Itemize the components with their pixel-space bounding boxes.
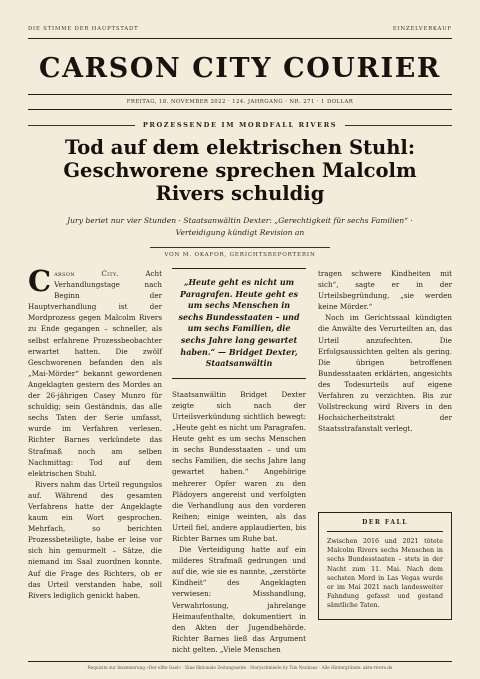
fact-box bbox=[318, 512, 452, 620]
column-3 bbox=[318, 268, 452, 434]
paragraph-4-continued: tragen schwere Kindheiten mit sich“, sagte er in der Urteilsbegründung, „sie werden keine Mörder.“ bbox=[318, 269, 452, 312]
slogan: DIE STIMME DER HAUPTSTADT bbox=[28, 26, 139, 32]
kicker-row bbox=[28, 120, 452, 130]
fact-box-body: Zwischen 2016 und 2021 tötete Malcolm Rivers sechs Menschen in sechs Bundesstaaten – stets in der Nacht zum 11. Mai. Nach dem sechsten Mord in Las Vegas wurde er im Mai 2021 nach landesweiter Fahndung gefasst und gestand sämtliche Taten. bbox=[327, 538, 443, 610]
paragraph-4: Die Verteidigung hatte auf ein milderes Strafmaß gedrungen und auf die, wie sie es nannte, „zerstörte Kindheit“ des Angeklagten verwiesen: Misshandlung, Verwahrlosung, jahrelange Heimaufenthalte, dokumentiert in den Akten der Jugendbehörde. Richter Barnes ließ das Argument nicht gelten. „Viele Menschen bbox=[172, 545, 306, 654]
kicker: PROZESSENDE IM MORDFALL RIVERS bbox=[142, 121, 338, 129]
headline: Tod auf dem elektrischen Stuhl: Geschworene sprechen Malcolm Rivers schuldig bbox=[63, 136, 417, 205]
drop-cap: C bbox=[28, 264, 52, 298]
masthead: CARSON CITY COURIER bbox=[39, 53, 441, 84]
single-sale-label: EINZELVERKAUF bbox=[392, 26, 452, 32]
pull-quote: „Heute geht es nicht um Paragrafen. Heute geht es um sechs Menschen in sechs Bundesstaaten – und um sechs Familien, die sechs Jahre lang gewartet haben.“ — Bridget Dexter, Staatsanwältin bbox=[172, 268, 306, 379]
column-2 bbox=[172, 268, 306, 655]
kicker-rule-left bbox=[28, 125, 135, 126]
paragraph-2: Rivers nahm das Urteil regungslos auf. Während des gesamten Verfahrens hatte der Angeklagte kaum ein Wort gesprochen. Mehrfach, so berichten Prozessbeteiligte, habe er leise vor sich hin gemurmelt – Sätze, die niemand im Saal zuordnen konnte. Auf die Frage des Richters, ob er das Urteil verstanden habe, soll Rivers lediglich genickt haben. bbox=[28, 479, 162, 600]
dateline: FREITAG, 18. NOVEMBER 2022 · 124. JAHRGANG · NR. 271 · 1 DOLLAR bbox=[28, 94, 452, 110]
dateline-city: arson City. bbox=[54, 269, 120, 278]
byline: VON M. OKAFOR, GERICHTSREPORTERIN bbox=[150, 247, 330, 258]
paragraph-1 bbox=[28, 264, 162, 479]
paragraph-5: Noch im Gerichtssaal kündigten die Anwälte des Verurteilten an, das Urteil anzufechten. Die Erfolgsaussichten gelten als gering. Die übrigen betroffenen Bundesstaaten erklärten, angesichts des Todesurteils auf eigene Verfahren zu verzichten. Bis zur Vollstreckung wird Rivers in den Hochsicherheitstrakt der Staatsstrafanstalt verlegt. bbox=[318, 313, 452, 434]
top-bar bbox=[28, 26, 452, 39]
fact-box-label: DER FALL bbox=[327, 519, 443, 532]
deck: Jury beriet nur vier Stunden · Staatsanwältin Dexter: „Gerechtigkeit für sechs Familien“ · Verteidigung kündigt Revision an bbox=[67, 216, 413, 237]
footer: Requisite zur Inszenierung »Der elfte Gast« · Eine fiktionale Zeitungsseite · Storyschmiede by Tim Neuhaus · Alle Hintergründe: akte-rivers.de bbox=[28, 661, 452, 670]
paragraph-3: Staatsanwältin Bridget Dexter zeigte sich nach der Urteilsverkündung sichtlich bewegt: „Heute geht es nicht um Paragrafen. Heute geht es um sechs Menschen in sechs Bundesstaaten – und um sechs Familien, die sechs Jahre lang gewartet haben.“ Angehörige mehrerer Opfer waren zu den Plädoyers angereist und verfolgten die Verhandlung aus den vorderen Reihen; einige weinten, als das Urteil fiel, andere applaudierten, bis Richter Barnes um Ruhe bat. bbox=[172, 389, 306, 543]
column-1 bbox=[28, 264, 162, 601]
kicker-rule-right bbox=[345, 125, 452, 126]
paragraph-1-text: Acht Verhandlungstage nach Beginn der Hauptverhandlung ist der Mordprozess gegen Malcolm Rivers zu Ende gegangen – schneller, als selbst erfahrene Prozessbeobachter erwartet hatten. Die zwölf Geschworenen befanden den als „Mai-Mörder“ bekannt gewordenen Angeklagten gestern des Mordes an der 26-jährigen Casey Munro für schuldig; sein Geständnis, das alle sechs Taten der Serie umfasst, wurde im Verfahren verlesen. Richter Barnes verkündete das Strafmaß noch am selben Nachmittag: Tod auf dem elektrischen Stuhl. bbox=[28, 269, 162, 478]
